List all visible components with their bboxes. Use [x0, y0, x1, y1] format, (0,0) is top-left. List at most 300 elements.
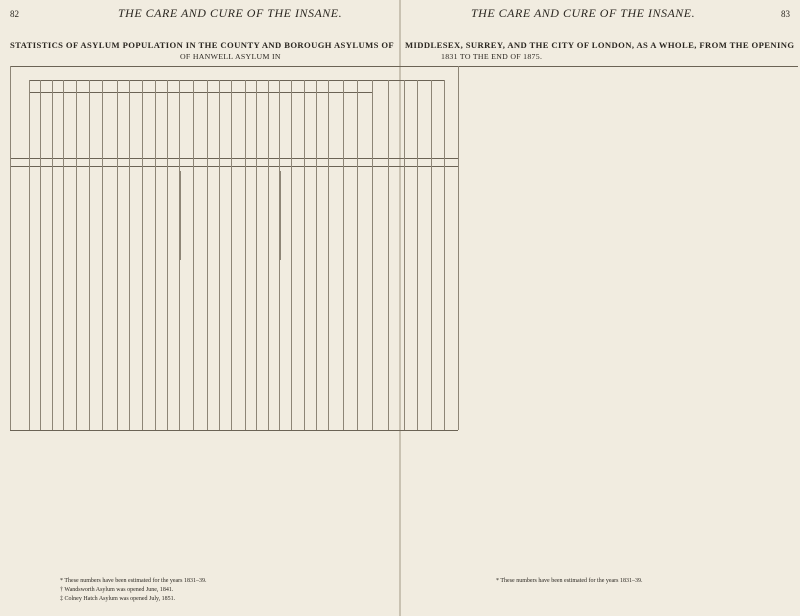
table-cell	[142, 313, 155, 322]
table-cell	[431, 208, 444, 217]
table-cell	[357, 409, 372, 418]
table-cell	[256, 171, 268, 180]
table-cell	[256, 338, 268, 347]
table-cell	[52, 233, 63, 242]
table-cell	[76, 189, 89, 198]
table-cell	[117, 199, 129, 208]
table-cell	[316, 365, 328, 374]
table-cell	[268, 365, 279, 374]
table-cell	[417, 313, 431, 322]
table-cell	[179, 390, 193, 399]
table-cell	[89, 180, 102, 189]
table-cell	[207, 365, 219, 374]
column-header	[180, 94, 193, 158]
table-cell	[76, 304, 89, 313]
table-cell	[129, 251, 142, 260]
table-cell	[304, 251, 316, 260]
column-header	[41, 94, 52, 158]
table-cell	[316, 347, 328, 356]
header-subgroup	[245, 81, 279, 92]
column-header	[156, 94, 167, 158]
column-rule	[444, 80, 445, 430]
table-cell	[76, 409, 89, 418]
table-cell	[343, 260, 357, 269]
table-cell	[431, 189, 444, 198]
table-cell	[155, 418, 167, 427]
table-cell	[328, 180, 343, 189]
table-cell	[316, 189, 328, 198]
table-cell	[129, 399, 142, 408]
table-cell	[129, 242, 142, 251]
right-page	[401, 0, 800, 616]
column-header	[344, 94, 357, 158]
table-cell	[357, 338, 372, 347]
year-cell	[444, 418, 458, 427]
table-cell	[155, 189, 167, 198]
table-cell	[207, 251, 219, 260]
table-cell	[231, 381, 245, 390]
table-cell	[40, 338, 52, 347]
table-cell	[316, 329, 328, 338]
table-cell	[316, 285, 328, 294]
table-cell	[155, 294, 167, 303]
table-cell	[417, 208, 431, 217]
table-cell	[102, 347, 117, 356]
table-cell	[316, 199, 328, 208]
table-cell	[129, 180, 142, 189]
table-cell	[102, 356, 117, 365]
column-rule	[245, 80, 246, 430]
table-cell	[89, 251, 102, 260]
table-cell	[167, 208, 179, 217]
footnote-left-1: * These numbers have been estimated for the years 1831–39.	[60, 578, 207, 584]
table-cell	[404, 294, 417, 303]
year-cell	[10, 251, 29, 260]
table-cell	[388, 233, 404, 242]
table-cell	[231, 251, 245, 260]
table-cell	[102, 365, 117, 374]
table-cell	[431, 224, 444, 233]
table-cell	[372, 356, 388, 365]
table-cell	[431, 329, 444, 338]
year-cell	[444, 208, 458, 217]
table-cell	[372, 347, 388, 356]
table-cell	[256, 356, 268, 365]
table-cell	[245, 329, 256, 338]
table-cell	[245, 224, 256, 233]
table-cell	[142, 199, 155, 208]
table-cell	[155, 199, 167, 208]
column-rule	[343, 80, 344, 430]
table-cell	[404, 347, 417, 356]
table-cell	[404, 276, 417, 285]
table-cell	[167, 304, 179, 313]
table-cell	[40, 276, 52, 285]
table-cell	[256, 208, 268, 217]
table-cell	[117, 329, 129, 338]
table-cell	[193, 224, 207, 233]
table-cell	[129, 381, 142, 390]
table-cell	[52, 208, 63, 217]
table-cell	[304, 390, 316, 399]
estimate-mark	[372, 208, 388, 217]
table-cell	[279, 313, 291, 322]
table-cell	[52, 224, 63, 233]
table-cell	[343, 347, 357, 356]
column-rule	[304, 80, 305, 430]
column-numeral	[388, 159, 404, 166]
table-cell	[179, 338, 193, 347]
estimate-mark	[304, 208, 316, 217]
column-numeral	[343, 159, 357, 166]
table-cell	[167, 381, 179, 390]
table-cell	[245, 381, 256, 390]
table-cell	[291, 251, 304, 260]
table-cell	[268, 242, 279, 251]
table-cell	[328, 347, 343, 356]
year-cell	[444, 381, 458, 390]
table-cell	[357, 365, 372, 374]
table-cell	[179, 347, 193, 356]
table-cell	[29, 189, 40, 198]
table-cell	[404, 313, 417, 322]
table-cell	[279, 365, 291, 374]
table-cell	[63, 418, 76, 427]
table-cell	[219, 418, 231, 427]
table-cell	[304, 365, 316, 374]
table-cell	[207, 390, 219, 399]
table-cell	[179, 365, 193, 374]
table-cell	[63, 338, 76, 347]
table-cell	[279, 260, 291, 269]
table-cell	[193, 356, 207, 365]
table-cell	[76, 418, 89, 427]
table-cell	[372, 189, 388, 198]
table-cell	[155, 356, 167, 365]
table-cell	[304, 329, 316, 338]
column-header	[64, 94, 76, 158]
table-cell	[40, 409, 52, 418]
table-cell	[417, 409, 431, 418]
table-cell	[193, 313, 207, 322]
table-cell	[76, 276, 89, 285]
column-numeral	[372, 159, 388, 166]
table-cell	[256, 365, 268, 374]
table-cell	[343, 276, 357, 285]
table-cell	[193, 294, 207, 303]
table-cell	[117, 409, 129, 418]
table-cell	[102, 285, 117, 294]
table-cell	[231, 224, 245, 233]
table-cell	[388, 276, 404, 285]
table-cell	[268, 251, 279, 260]
table-cell	[245, 189, 256, 198]
table-cell	[219, 390, 231, 399]
column-numeral	[291, 159, 304, 166]
table-cell	[304, 260, 316, 269]
table-cell	[291, 171, 304, 180]
table-cell	[431, 260, 444, 269]
table-cell	[40, 171, 52, 180]
table-cell	[155, 304, 167, 313]
table-cell	[372, 224, 388, 233]
table-cell	[193, 347, 207, 356]
table-cell	[268, 285, 279, 294]
table-cell	[256, 381, 268, 390]
table-cell	[129, 356, 142, 365]
table-cell	[404, 251, 417, 260]
table-cell	[155, 399, 167, 408]
table-cell	[417, 356, 431, 365]
table-cell	[372, 313, 388, 322]
table-cell	[102, 418, 117, 427]
table-cell	[117, 285, 129, 294]
table-cell	[40, 381, 52, 390]
column-numeral	[102, 159, 117, 166]
column-header	[30, 94, 40, 158]
column-numeral	[89, 159, 102, 166]
table-cell	[219, 189, 231, 198]
table-cell	[102, 224, 117, 233]
table-cell	[328, 276, 343, 285]
table-cell	[357, 285, 372, 294]
table-cell	[291, 347, 304, 356]
table-cell	[193, 285, 207, 294]
table-cell	[328, 189, 343, 198]
table-cell	[193, 180, 207, 189]
table-cell	[29, 304, 40, 313]
table-cell	[207, 356, 219, 365]
table-cell	[40, 251, 52, 260]
table-cell	[63, 399, 76, 408]
table-cell	[417, 233, 431, 242]
estimate-mark	[207, 208, 219, 217]
table-cell	[291, 233, 304, 242]
table-cell	[129, 224, 142, 233]
table-cell	[219, 224, 231, 233]
table-cell	[372, 390, 388, 399]
table-cell	[89, 208, 102, 217]
table-cell	[167, 276, 179, 285]
table-cell	[245, 313, 256, 322]
table-cell	[167, 171, 179, 180]
table-cell	[245, 276, 256, 285]
table-cell	[316, 294, 328, 303]
table-cell	[29, 242, 40, 251]
table-cell	[219, 329, 231, 338]
column-header	[373, 94, 388, 158]
table-cell	[167, 418, 179, 427]
page-number-right: 83	[781, 9, 790, 19]
table-cell	[328, 338, 343, 347]
table-title-left: STATISTICS OF ASYLUM POPULATION IN THE COUNTY AND BOROUGH ASYLUMS OF	[10, 40, 395, 50]
table-cell	[52, 329, 63, 338]
table-cell	[193, 304, 207, 313]
table-cell	[231, 208, 245, 217]
column-rule	[167, 80, 168, 430]
table-cell	[40, 399, 52, 408]
table-cell	[328, 313, 343, 322]
table-cell	[291, 304, 304, 313]
table-cell	[63, 251, 76, 260]
table-subtitle-right: 1831 TO THE END OF 1875.	[441, 52, 543, 61]
table-cell	[388, 199, 404, 208]
table-cell	[343, 390, 357, 399]
column-numeral	[167, 159, 179, 166]
table-cell	[268, 171, 279, 180]
table-cell	[231, 313, 245, 322]
table-cell	[231, 233, 245, 242]
table-cell	[207, 189, 219, 198]
table-cell	[268, 409, 279, 418]
table-cell	[417, 294, 431, 303]
column-rule	[328, 80, 329, 430]
year-cell	[444, 171, 458, 180]
table-cell	[29, 276, 40, 285]
table-cell	[404, 224, 417, 233]
table-cell	[193, 199, 207, 208]
table-cell	[245, 390, 256, 399]
table-cell	[256, 418, 268, 427]
table-cell	[219, 313, 231, 322]
year-cell	[444, 356, 458, 365]
table-cell	[167, 294, 179, 303]
column-header	[77, 94, 89, 158]
table-cell	[417, 242, 431, 251]
table-cell	[304, 313, 316, 322]
table-cell	[155, 251, 167, 260]
table-cell	[304, 418, 316, 427]
table-cell	[29, 409, 40, 418]
table-cell	[328, 233, 343, 242]
table-subtitle-left: OF HANWELL ASYLUM IN	[180, 52, 281, 61]
column-numeral	[279, 159, 291, 166]
table-cell	[304, 276, 316, 285]
table-cell	[117, 208, 129, 217]
table-cell	[219, 251, 231, 260]
table-cell	[268, 260, 279, 269]
table-cell	[231, 390, 245, 399]
table-cell	[256, 224, 268, 233]
table-cell	[129, 365, 142, 374]
table-cell	[193, 260, 207, 269]
table-cell	[29, 199, 40, 208]
year-cell	[10, 224, 29, 233]
table-cell	[256, 347, 268, 356]
table-cell	[129, 208, 142, 217]
table-cell	[328, 242, 343, 251]
table-cell	[404, 260, 417, 269]
table-cell	[404, 356, 417, 365]
table-cell	[343, 304, 357, 313]
table-cell	[343, 285, 357, 294]
table-cell	[89, 171, 102, 180]
year-cell	[10, 329, 29, 338]
table-cell	[304, 347, 316, 356]
table-cell	[29, 180, 40, 189]
year-cell	[10, 365, 29, 374]
year-cell	[444, 390, 458, 399]
table-cell	[129, 294, 142, 303]
table-cell	[102, 294, 117, 303]
table-cell	[231, 242, 245, 251]
table-cell	[63, 304, 76, 313]
table-cell	[40, 329, 52, 338]
table-cell	[404, 390, 417, 399]
table-cell	[279, 390, 291, 399]
table-cell	[29, 313, 40, 322]
table-cell	[279, 224, 291, 233]
table-cell	[155, 409, 167, 418]
table-cell	[388, 285, 404, 294]
table-cell	[372, 329, 388, 338]
table-cell	[328, 356, 343, 365]
table-cell	[404, 180, 417, 189]
table-cell	[388, 338, 404, 347]
table-cell	[129, 418, 142, 427]
table-cell	[167, 285, 179, 294]
column-numeral	[63, 159, 76, 166]
table-cell	[63, 409, 76, 418]
table-cell	[304, 409, 316, 418]
table-cell	[279, 233, 291, 242]
table-cell	[245, 409, 256, 418]
table-cell	[304, 242, 316, 251]
table-cell	[245, 356, 256, 365]
table-cell	[29, 338, 40, 347]
table-cell	[102, 242, 117, 251]
table-cell	[304, 285, 316, 294]
table-cell	[102, 304, 117, 313]
table-cell	[372, 233, 388, 242]
table-cell	[388, 171, 404, 180]
brace-line	[280, 171, 281, 260]
table-cell	[155, 180, 167, 189]
table-cell	[207, 260, 219, 269]
page-number-left: 82	[10, 9, 19, 19]
column-numeral	[357, 159, 372, 166]
year-cell	[10, 199, 29, 208]
table-cell	[245, 338, 256, 347]
table-cell	[167, 260, 179, 269]
table-cell	[256, 276, 268, 285]
table-cell	[343, 171, 357, 180]
table-cell	[417, 276, 431, 285]
table-cell	[207, 409, 219, 418]
table-cell	[76, 399, 89, 408]
table-cell	[316, 276, 328, 285]
table-cell	[343, 399, 357, 408]
table-cell	[372, 285, 388, 294]
table-cell	[245, 399, 256, 408]
table-cell	[52, 390, 63, 399]
footnote-right-1: * These numbers have been estimated for the years 1831–39.	[496, 578, 643, 584]
table-cell	[431, 304, 444, 313]
header-rule	[10, 166, 458, 167]
table-cell	[179, 180, 193, 189]
column-rule	[316, 80, 317, 430]
table-cell	[256, 390, 268, 399]
table-cell	[388, 294, 404, 303]
table-cell	[89, 329, 102, 338]
table-cell	[388, 356, 404, 365]
table-cell	[304, 171, 316, 180]
table-cell	[231, 180, 245, 189]
column-numeral	[52, 159, 63, 166]
column-rule	[279, 80, 280, 430]
table-cell	[291, 224, 304, 233]
column-numeral	[304, 159, 316, 166]
